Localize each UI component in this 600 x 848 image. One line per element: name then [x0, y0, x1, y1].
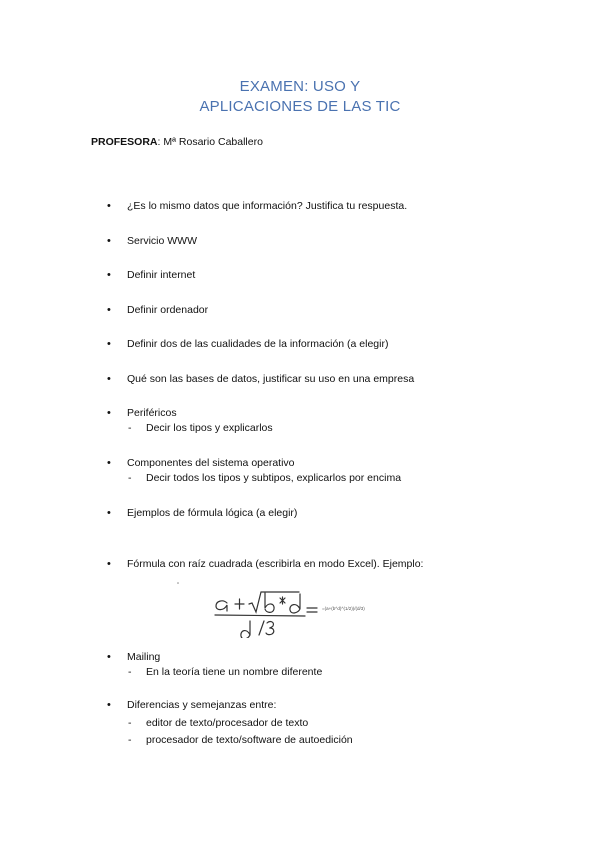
bullet-6: • [107, 373, 111, 385]
question-11: Mailing [127, 651, 161, 663]
bullet-4: • [107, 304, 111, 316]
question-7: Periféricos [127, 407, 177, 419]
formula-excel-text: =(a+(b^d)^(1/2))/(d/3) [322, 606, 365, 611]
bullet-8: • [107, 457, 111, 469]
bullet-10: • [107, 558, 111, 570]
question-4: Definir ordenador [127, 304, 209, 316]
teacher-name: : Mª Rosario Caballero [157, 136, 263, 148]
teacher-label: PROFESORA [91, 136, 158, 148]
sub-dash-7-1: - [128, 422, 132, 434]
question-9: Ejemplos de fórmula lógica (a elegir) [127, 507, 298, 519]
subitem-7-1: Decir los tipos y explicarlos [146, 422, 273, 434]
bullet-9: • [107, 507, 111, 519]
question-2: Servicio WWW [127, 235, 197, 247]
bullet-3: • [107, 269, 111, 281]
exam-title-line2: APLICACIONES DE LAS TIC [199, 98, 401, 115]
subitem-8-1: Decir todos los tipos y subtipos, explicarlos por encima [146, 472, 402, 484]
teacher-line [91, 136, 263, 148]
question-3: Definir internet [127, 269, 196, 281]
sub-dash-11-1: - [128, 666, 132, 678]
question-5: Definir dos de las cualidades de la información (a elegir) [127, 338, 389, 350]
bullet-12: • [107, 699, 111, 711]
subitem-12-1: editor de texto/procesador de texto [146, 717, 309, 729]
subitem-12-2: procesador de texto/software de autoedición [146, 734, 353, 746]
question-1: ¿Es lo mismo datos que información? Justifica tu respuesta. [127, 200, 408, 212]
exam-title-line1: EXAMEN: USO Y [239, 78, 361, 95]
formula-handwritten-image [175, 580, 405, 638]
bullet-1: • [107, 200, 111, 212]
sub-dash-8-1: - [128, 472, 132, 484]
sub-dash-12-2: - [128, 734, 132, 746]
sub-dash-12-1: - [128, 717, 132, 729]
subitem-11-1: En la teoría tiene un nombre diferente [146, 666, 323, 678]
question-10: Fórmula con raíz cuadrada (escribirla en modo Excel). Ejemplo: [127, 558, 424, 570]
question-8: Componentes del sistema operativo [127, 457, 295, 469]
bullet-5: • [107, 338, 111, 350]
bullet-2: • [107, 235, 111, 247]
bullet-11: • [107, 651, 111, 663]
question-6: Qué son las bases de datos, justificar su uso en una empresa [127, 373, 415, 385]
bullet-7: • [107, 407, 111, 419]
question-12: Diferencias y semejanzas entre: [127, 699, 277, 711]
